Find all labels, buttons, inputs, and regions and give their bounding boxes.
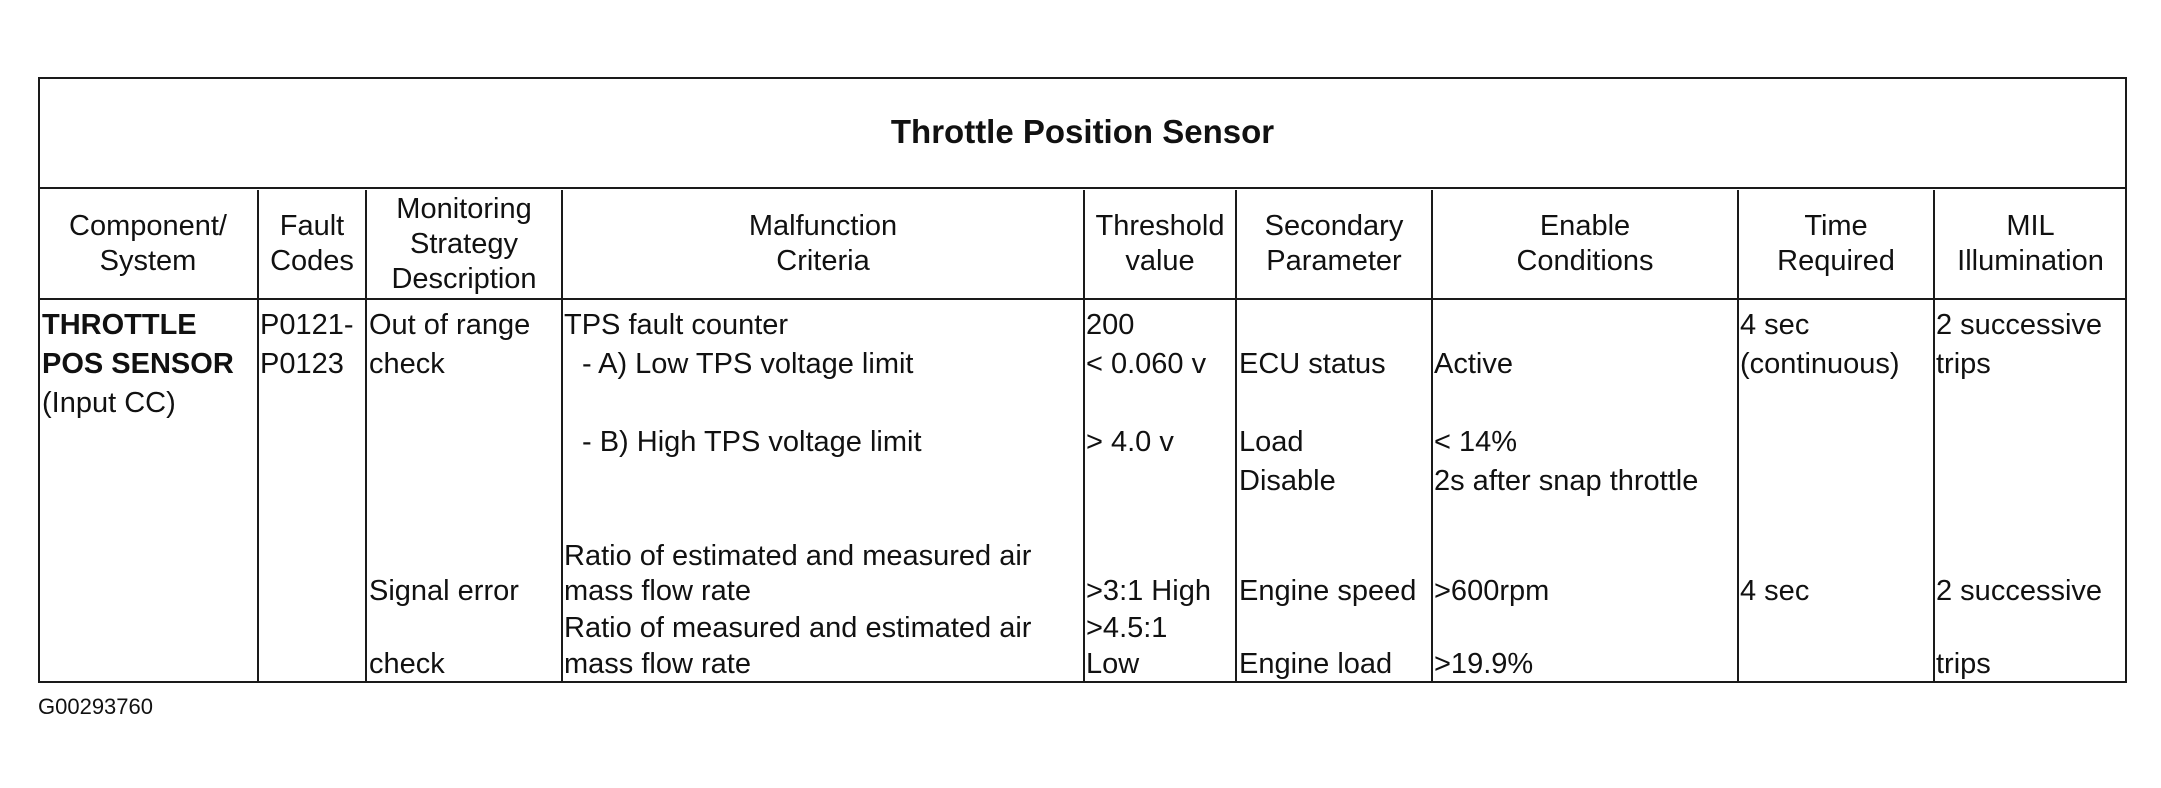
component-line: (Input CC) xyxy=(42,387,176,419)
header-fault-codes: Fault Codes xyxy=(258,190,366,300)
component-line: POS SENSOR xyxy=(42,348,234,380)
header-secondary: Secondary Parameter xyxy=(1236,190,1432,300)
monitoring-text: Out of range xyxy=(369,309,531,341)
threshold-value: >3:1 High xyxy=(1086,575,1211,607)
enable-condition: >19.9% xyxy=(1434,648,1534,680)
mil-illumination: 2 successive xyxy=(1936,309,2103,341)
secondary-param: Disable xyxy=(1239,465,1336,497)
header-threshold: Threshold value xyxy=(1084,190,1236,300)
header-malfunction: Malfunction Criteria xyxy=(562,190,1084,300)
malfunction-text: Ratio of measured and estimated air xyxy=(564,612,1032,644)
monitoring-text: check xyxy=(369,348,445,380)
time-required: (continuous) xyxy=(1740,348,1900,380)
secondary-param: Engine speed xyxy=(1239,575,1417,607)
malfunction-text: TPS fault counter xyxy=(564,309,789,341)
threshold-value: Low xyxy=(1086,648,1140,680)
threshold-value: 200 xyxy=(1086,309,1135,341)
header-mil: MIL Illumination xyxy=(1934,190,2127,300)
monitoring-text: Signal error xyxy=(369,575,519,607)
fault-code: P0121- xyxy=(260,309,354,341)
table-title: Throttle Position Sensor xyxy=(38,77,2127,189)
enable-condition: >600rpm xyxy=(1434,575,1550,607)
threshold-value: >4.5:1 xyxy=(1086,612,1168,644)
mil-illumination: trips xyxy=(1936,648,1991,680)
mil-illumination: trips xyxy=(1936,348,1991,380)
header-time: Time Required xyxy=(1738,190,1934,300)
enable-condition: 2s after snap throttle xyxy=(1434,465,1699,497)
header-component: Component/ System xyxy=(38,190,258,300)
malfunction-text: - B) High TPS voltage limit xyxy=(582,426,922,458)
monitoring-text: check xyxy=(369,648,445,680)
secondary-param: Engine load xyxy=(1239,648,1393,680)
malfunction-text: mass flow rate xyxy=(564,575,751,607)
malfunction-text: Ratio of estimated and measured air xyxy=(564,540,1032,572)
header-enable: Enable Conditions xyxy=(1432,190,1738,300)
fault-code: P0123 xyxy=(260,348,344,380)
time-required: 4 sec xyxy=(1740,575,1810,607)
malfunction-text: mass flow rate xyxy=(564,648,751,680)
secondary-param: ECU status xyxy=(1239,348,1386,380)
component-line: THROTTLE xyxy=(42,309,197,341)
time-required: 4 sec xyxy=(1740,309,1810,341)
header-monitoring: Monitoring Strategy Description xyxy=(366,190,562,300)
threshold-value: < 0.060 v xyxy=(1086,348,1207,380)
threshold-value: > 4.0 v xyxy=(1086,426,1174,458)
secondary-param: Load xyxy=(1239,426,1304,458)
enable-condition: Active xyxy=(1434,348,1513,380)
mil-illumination: 2 successive xyxy=(1936,575,2103,607)
malfunction-text: - A) Low TPS voltage limit xyxy=(582,348,914,380)
enable-condition: < 14% xyxy=(1434,426,1518,458)
figure-code: G00293760 xyxy=(38,694,153,719)
